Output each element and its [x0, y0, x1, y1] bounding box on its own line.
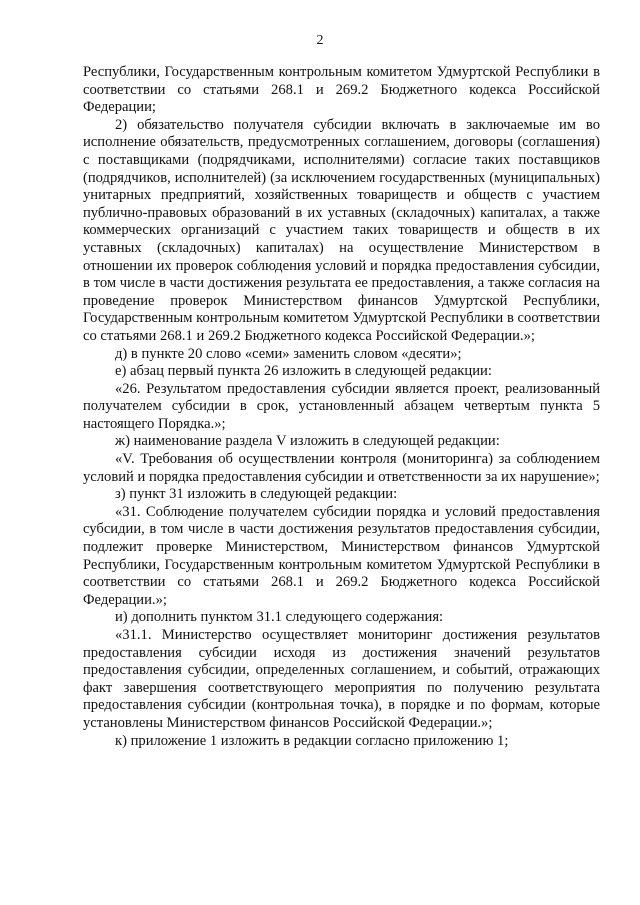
paragraph-clause-26: «26. Результатом предоставления субсидии является проект, реализованный получателем субсидии в срок, установленный абзацем четвертым пункта 5 настоящего Порядка.»;: [83, 380, 600, 432]
paragraph-amendment-i: и) дополнить пунктом 31.1 следующего содержания:: [115, 609, 444, 626]
paragraph-amendment-zh: ж) наименование раздела V изложить в следующей редакции:: [115, 433, 500, 450]
paragraph-amendment-z: з) пункт 31 изложить в следующей редакции:: [115, 486, 398, 503]
paragraph-obligation-2: 2) обязательство получателя субсидии включать в заключаемые им во исполнение обязательств, предусмотренных соглашением, договоры (соглашения) с поставщиками (подрядчиками, исполнителями) согласие таких поставщиков (подрядчиков, исполнителей) (за исключением государственных (муниципальных) унитарных предприятий, хозяйственных товариществ и обществ с участием публично-правовых образований в их уставных (складочных) капиталах, а также коммерческих организаций с участием таких товариществ и обществ в их уставных (складочных) капиталах) на осуществление Министерством в отношении их проверок соблюдения условий и порядка предоставления субсидии, в том числе в части достижения результата ее предоставления, а также согласия на проведение проверок Министерством финансов Удмуртской Республики, Государственным контрольным комитетом Удмуртской Республики в соответствии со статьями 268.1 и 269.2 Бюджетного кодекса Российской Федерации.»;: [83, 116, 600, 344]
page-number: 2: [316, 33, 324, 48]
paragraph-amendment-d: д) в пункте 20 слово «семи» заменить словом «десяти»;: [115, 345, 462, 362]
paragraph-clause-31: «31. Соблюдение получателем субсидии порядка и условий предоставления субсидии, в том числе в части достижения результатов предоставления субсидии, подлежит проверке Министерством, Министерством финансов Удмуртской Республики, Государственным контрольным комитетом Удмуртской Республики в соответствии со статьями 268.1 и 269.2 Бюджетного кодекса Российской Федерации.»;: [83, 503, 600, 608]
paragraph-continuation: Республики, Государственным контрольным комитетом Удмуртской Республики в соответствии со статьями 268.1 и 269.2 Бюджетного кодекса Российской Федерации;: [83, 64, 600, 116]
document-body: [83, 64, 600, 750]
paragraph-amendment-k: к) приложение 1 изложить в редакции согласно приложению 1;: [115, 732, 509, 749]
paragraph-section-v-title: «V. Требования об осуществлении контроля (мониторинга) за соблюдением условий и порядка предоставления субсидии и ответственности за их нарушение»;: [83, 451, 600, 485]
paragraph-amendment-e: е) абзац первый пункта 26 изложить в следующей редакции:: [115, 363, 492, 380]
paragraph-clause-31-1: «31.1. Министерство осуществляет мониторинг достижения результатов предоставления субсидии исходя из достижения значений результатов предоставления субсидии, определенных соглашением, и событий, отражающих факт завершения соответствующего мероприятия по получению результата предоставления субсидии (контрольная точка), в порядке и по формам, которые установлены Министерством финансов Российской Федерации.»;: [83, 627, 600, 731]
